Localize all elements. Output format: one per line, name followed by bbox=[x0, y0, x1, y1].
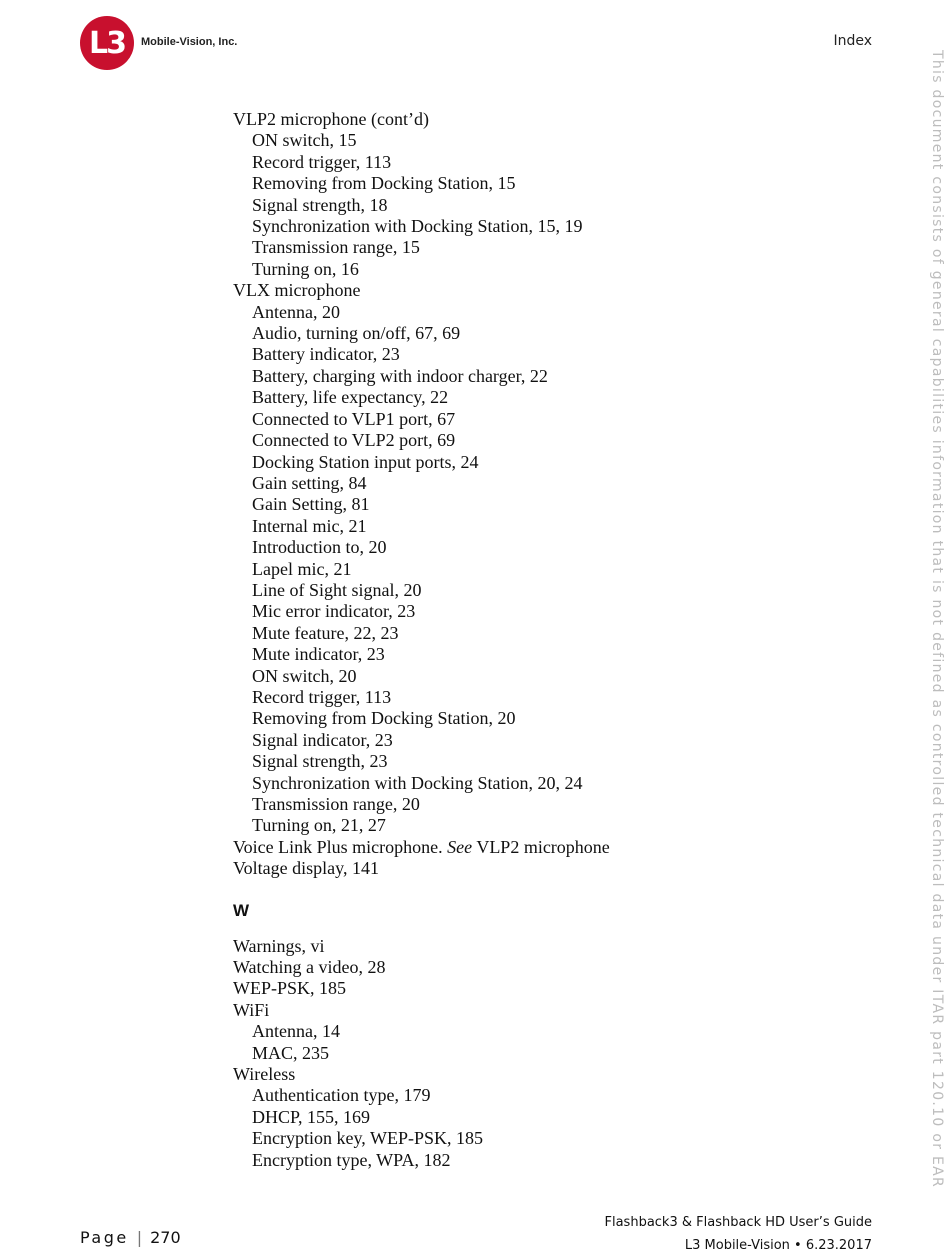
index-entry: Warnings, vi bbox=[233, 935, 325, 956]
index-subentry: Authentication type, 179 bbox=[252, 1085, 431, 1106]
footer-guide-info bbox=[605, 1211, 873, 1257]
see-reference: See bbox=[447, 836, 473, 857]
index-subentry: Docking Station input ports, 24 bbox=[252, 451, 479, 472]
index-subentry: Transmission range, 20 bbox=[252, 794, 420, 814]
index-subentry: MAC, 235 bbox=[252, 1042, 330, 1063]
index-subentry: Audio, turning on/off, 67, 69 bbox=[252, 323, 461, 344]
index-subentry: Synchronization with Docking Station, 15, 19 bbox=[252, 216, 583, 237]
index-subentry: Turning on, 16 bbox=[252, 258, 359, 279]
page-separator: | bbox=[136, 1228, 143, 1247]
index-entry: Wireless bbox=[233, 1064, 296, 1085]
index-subentry: Gain Setting, 81 bbox=[252, 494, 370, 515]
index-entry: Watching a video, 28 bbox=[233, 957, 386, 978]
index-group-w bbox=[233, 936, 853, 1171]
company-name: Mobile-Vision, Inc. bbox=[141, 36, 238, 48]
index-subentry: Battery, life expectancy, 22 bbox=[252, 387, 449, 408]
index-subentry: Record trigger, 113 bbox=[252, 686, 392, 707]
index-subentry: Transmission range, 15 bbox=[252, 237, 420, 258]
page-number-value: 270 bbox=[150, 1228, 181, 1247]
index-subentry: Encryption type, WPA, 182 bbox=[252, 1149, 451, 1170]
index-subentry: DHCP, 155, 169 bbox=[252, 1106, 371, 1127]
l3-logo-mark: L3 bbox=[80, 16, 134, 70]
index-subentry: Line of Sight signal, 20 bbox=[252, 579, 422, 600]
publisher-date: L3 Mobile-Vision • 6.23.2017 bbox=[684, 1238, 872, 1253]
index-listing bbox=[233, 109, 853, 1171]
index-entry-voice-link bbox=[233, 837, 853, 858]
index-entry: WiFi bbox=[233, 999, 270, 1020]
index-subentry: Battery, charging with indoor charger, 22 bbox=[252, 365, 548, 386]
index-subentry: Internal mic, 21 bbox=[252, 515, 367, 536]
page-label: Page bbox=[80, 1228, 129, 1247]
index-letter-heading: W bbox=[233, 900, 250, 920]
index-subentry: Introduction to, 20 bbox=[252, 537, 387, 558]
index-subentry: Signal indicator, 23 bbox=[252, 729, 393, 750]
section-title: Index bbox=[833, 33, 872, 49]
index-subentry: Turning on, 21, 27 bbox=[252, 815, 386, 836]
index-subentry: Synchronization with Docking Station, 20, 24 bbox=[252, 772, 583, 793]
index-subentry: ON switch, 20 bbox=[252, 665, 357, 686]
index-subentry: Antenna, 20 bbox=[252, 301, 340, 322]
index-subentry: Mute feature, 22, 23 bbox=[252, 622, 399, 643]
index-subentry: Lapel mic, 21 bbox=[252, 558, 352, 579]
company-logo bbox=[80, 16, 250, 70]
index-subentry: ON switch, 15 bbox=[252, 130, 357, 151]
index-subentry: Signal strength, 23 bbox=[252, 751, 388, 772]
index-subentry: Connected to VLP2 port, 69 bbox=[252, 430, 456, 451]
index-subentry: Record trigger, 113 bbox=[252, 151, 392, 172]
index-subentry: Gain setting, 84 bbox=[252, 472, 367, 493]
index-subentry: Removing from Docking Station, 15 bbox=[252, 173, 516, 194]
index-entry: VLP2 microphone (cont’d) bbox=[233, 109, 429, 129]
page-number bbox=[80, 1228, 181, 1247]
index-entry-voltage: Voltage display, 141 bbox=[233, 858, 379, 879]
index-subentry: Antenna, 14 bbox=[252, 1021, 340, 1042]
index-group-v bbox=[233, 109, 853, 837]
index-entry: WEP-PSK, 185 bbox=[233, 978, 347, 999]
index-subentry: Mute indicator, 23 bbox=[252, 644, 385, 665]
index-subentry: Removing from Docking Station, 20 bbox=[252, 708, 516, 729]
entry-text: Voice Link Plus microphone. bbox=[233, 836, 448, 857]
index-subentry: Connected to VLP1 port, 67 bbox=[252, 408, 456, 429]
index-subentry: Battery indicator, 23 bbox=[252, 344, 400, 365]
index-subentry: Signal strength, 18 bbox=[252, 194, 388, 215]
guide-title: Flashback3 & Flashback HD User’s Guide bbox=[604, 1215, 872, 1230]
index-subentry: Encryption key, WEP-PSK, 185 bbox=[252, 1128, 483, 1149]
entry-text: VLP2 microphone bbox=[472, 836, 610, 857]
export-control-watermark: This document consists of general capabilities information that is not defined as controlled technical data under ITAR part 120.10 or EAR bbox=[929, 50, 945, 1189]
index-entry: VLX microphone bbox=[233, 280, 361, 301]
index-subentry: Mic error indicator, 23 bbox=[252, 601, 416, 622]
